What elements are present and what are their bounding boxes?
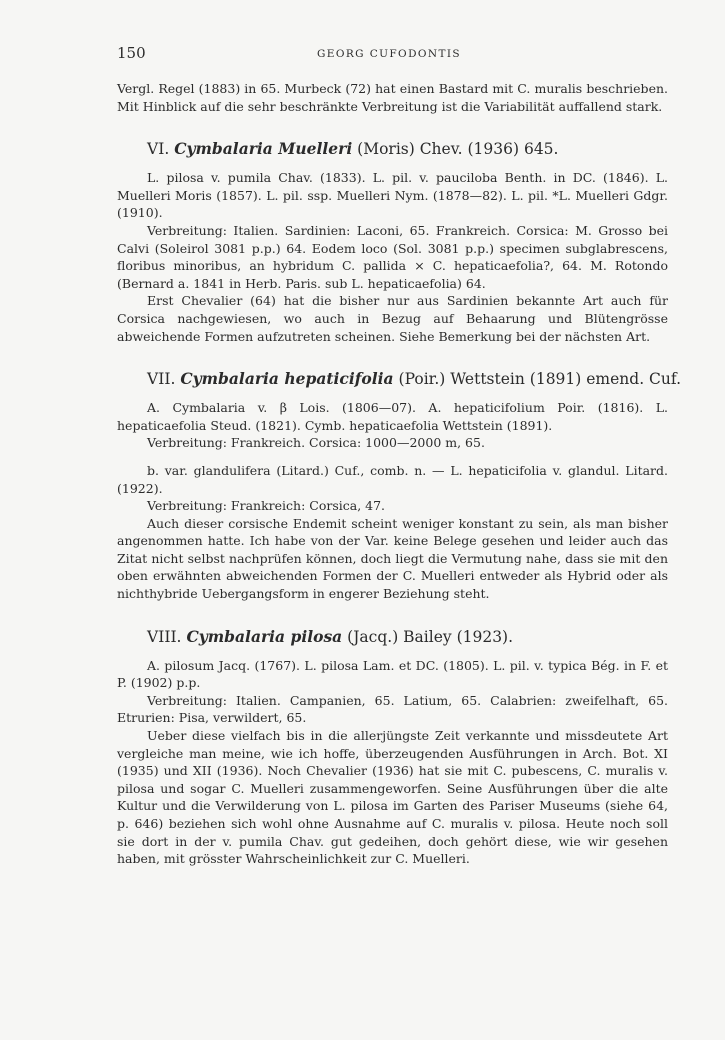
running-head [117, 44, 668, 66]
taxon-name: Cymbalaria Muelleri [174, 139, 353, 159]
section-heading-viii [147, 627, 668, 647]
distribution-paragraph: Verbreitung: Italien. Campanien, 65. Latium, 65. Calabrien: zweifelhaft, 65. Etrurien: Pisa, verwildert, 65. [117, 692, 668, 726]
variety-paragraph: b. var. glandulifera (Litard.) Cuf., comb. n. — L. hepaticifolia v. glandul. Litard. (1922). [117, 462, 668, 496]
taxon-author: (Moris) Chev. (1936) 645. [357, 140, 559, 159]
note-paragraph: Ueber diese vielfach bis in die allerjüngste Zeit verkannte und missdeutete Art vergleiche man meine, wie ich hoffe, überzeugenden Ausführungen in Arch. Bot. XI (1935) und XII (1936). Noch Chevalier (1936) hat sie mit C. pubescens, C. muralis v. pilosa und sogar C. Muelleri zusammengeworfen. Seine Ausführungen über die alte Kultur und die Verwilderung von L. pilosa im Garten des Pariser Museums (siehe 64, p. 646) beziehen sich wohl ohne Ausnahme auf C. muralis v. pilosa. Heute noch soll sie dort in der v. pumila Chav. gut gedeihen, doch gehört diese, wie wir gesehen haben, mit grösster Wahrscheinlichkeit zur C. Muelleri. [117, 728, 668, 867]
synonymy-paragraph: A. Cymbalaria v. β Lois. (1806—07). A. hepaticifolium Poir. (1816). L. hepaticaefolia Steud. (1821). Cymb. hepaticaefolia Wettstein (1891). [117, 400, 668, 433]
note-paragraph: Auch dieser corsische Endemit scheint weniger konstant zu sein, als man bisher angenommen hatte. Ich habe von der Var. keine Belege gesehen und leider auch das Zitat nicht selbst nachprüfen können, doch liegt die Vermutung nahe, dass sie mit den oben erwähnten abweichenden Formen der C. Muelleri entweder als Hybrid oder als nichthybride Uebergangsform in engerer Beziehung steht. [117, 515, 668, 602]
taxon-name: Cymbalaria hepaticifolia [180, 369, 394, 389]
distribution-paragraph: Verbreitung: Frankreich. Corsica: 1000—2000 m, 65. [147, 435, 485, 451]
section-numeral: VII. [147, 370, 176, 389]
intro-paragraph: Vergl. Regel (1883) in 65. Murbeck (72) hat einen Bastard mit C. muralis beschrieben. Mit Hinblick auf die sehr beschränkte Verbreitung ist die Variabilität auffallend stark. [117, 81, 668, 114]
taxon-name: Cymbalaria pilosa [186, 626, 343, 646]
page-number: 150 [117, 44, 146, 62]
variety-distribution-paragraph: Verbreitung: Frankreich: Corsica, 47. [147, 498, 386, 514]
section-numeral: VI. [147, 140, 170, 159]
note-paragraph: Erst Chevalier (64) hat die bisher nur aus Sardinien bekannte Art auch für Corsica nachgewiesen, wo auch in Bezug auf Behaarung und Blütengrösse abweichende Formen aufzutreten scheinen. Siehe Bemerkung bei der nächsten Art. [117, 293, 668, 344]
distribution-paragraph: Verbreitung: Italien. Sardinien: Laconi, 65. Frankreich. Corsica: M. Grosso bei Calvi (Soleirol 3081 p.p.) 64. Eodem loco (Sol. 3081 p.p.) specimen subglabrescens, floribus minoribus, an hybridum C. pallida × C. hepaticaefolia?, 64. M. Rotondo (Bernard a. 1841 in Herb. Paris. sub L. hepaticaefolia) 64. [117, 222, 668, 291]
taxon-author: (Jacq.) Bailey (1923). [347, 627, 514, 646]
section-heading-vii [147, 369, 682, 389]
taxon-author: (Poir.) Wettstein (1891) emend. Cuf. [398, 370, 682, 389]
page [117, 44, 682, 868]
section-numeral: VIII. [147, 627, 182, 646]
synonymy-paragraph: L. pilosa v. pumila Chav. (1833). L. pil. v. pauciloba Benth. in DC. (1846). L. Muelleri Moris (1857). L. pil. ssp. Muelleri Nym. (1878—82). L. pil. *L. Muelleri Gdgr. (1910). [117, 170, 668, 221]
section-heading-vi [147, 139, 668, 159]
synonymy-paragraph: A. pilosum Jacq. (1767). L. pilosa Lam. et DC. (1805). L. pil. v. typica Bég. in F. et P. (1902) p.p. [117, 657, 668, 691]
running-title: GEORG CUFODONTIS [317, 48, 462, 60]
